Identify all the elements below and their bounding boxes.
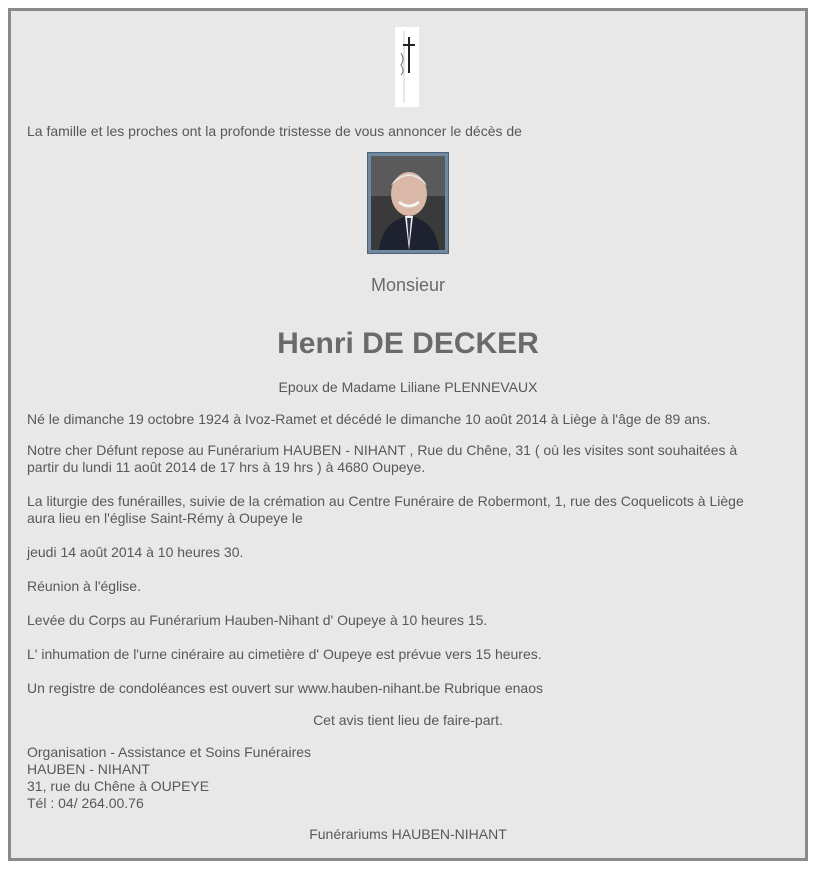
organisation-line-2: HAUBEN - NIHANT — [27, 761, 150, 777]
registry-text: Un registre de condoléances est ouvert sur www.hauben-nihant.be Rubrique enaos — [27, 680, 543, 696]
birth-death-text: Né le dimanche 19 octobre 1924 à Ivoz-Ramet et décédé le dimanche 10 août 2014 à Liège à l'âge de 89 ans. — [27, 411, 711, 427]
reunion-text: Réunion à l'église. — [27, 578, 141, 594]
spouse-line: Epoux de Madame Liliane PLENNEVAUX — [278, 379, 538, 395]
inhumation-text: L' inhumation de l'urne cinéraire au cimetière d' Oupeye est prévue vers 15 heures. — [27, 646, 542, 662]
deceased-name: Henri DE DECKER — [277, 327, 539, 360]
cross-emblem — [395, 27, 419, 107]
ceremony-date: jeudi 14 août 2014 à 10 heures 30. — [27, 544, 244, 560]
faire-part-text: Cet avis tient lieu de faire-part. — [313, 712, 503, 728]
portrait-photo — [371, 156, 445, 250]
intro-text: La famille et les proches ont la profonde tristesse de vous annoncer le décès de — [27, 123, 522, 139]
cross-icon — [395, 27, 419, 107]
obituary-card — [8, 8, 808, 861]
organisation-phone: Tél : 04/ 264.00.76 — [27, 795, 144, 811]
liturgy-line-2: aura lieu en l'église Saint-Rémy à Oupeye le — [27, 510, 303, 526]
organisation-line-3: 31, rue du Chêne à OUPEYE — [27, 778, 210, 794]
portrait-frame — [367, 152, 449, 254]
liturgy-line-1: La liturgie des funérailles, suivie de la crémation au Centre Funéraire de Robermont, 1, rue des Coquelicots à Liège — [27, 493, 744, 509]
civility-title: Monsieur — [370, 275, 446, 295]
rest-line-1: Notre cher Défunt repose au Funérarium HAUBEN - NIHANT , Rue du Chêne, 31 ( où les visites sont souhaitées à — [27, 442, 738, 458]
levee-text: Levée du Corps au Funérarium Hauben-Nihant d' Oupeye à 10 heures 15. — [27, 612, 488, 628]
footer-text: Funérariums HAUBEN-NIHANT — [309, 826, 507, 842]
rest-line-2: partir du lundi 11 août 2014 de 17 hrs à 19 hrs ) à 4680 Oupeye. — [27, 459, 426, 475]
organisation-line-1: Organisation - Assistance et Soins Funéraires — [27, 744, 312, 760]
